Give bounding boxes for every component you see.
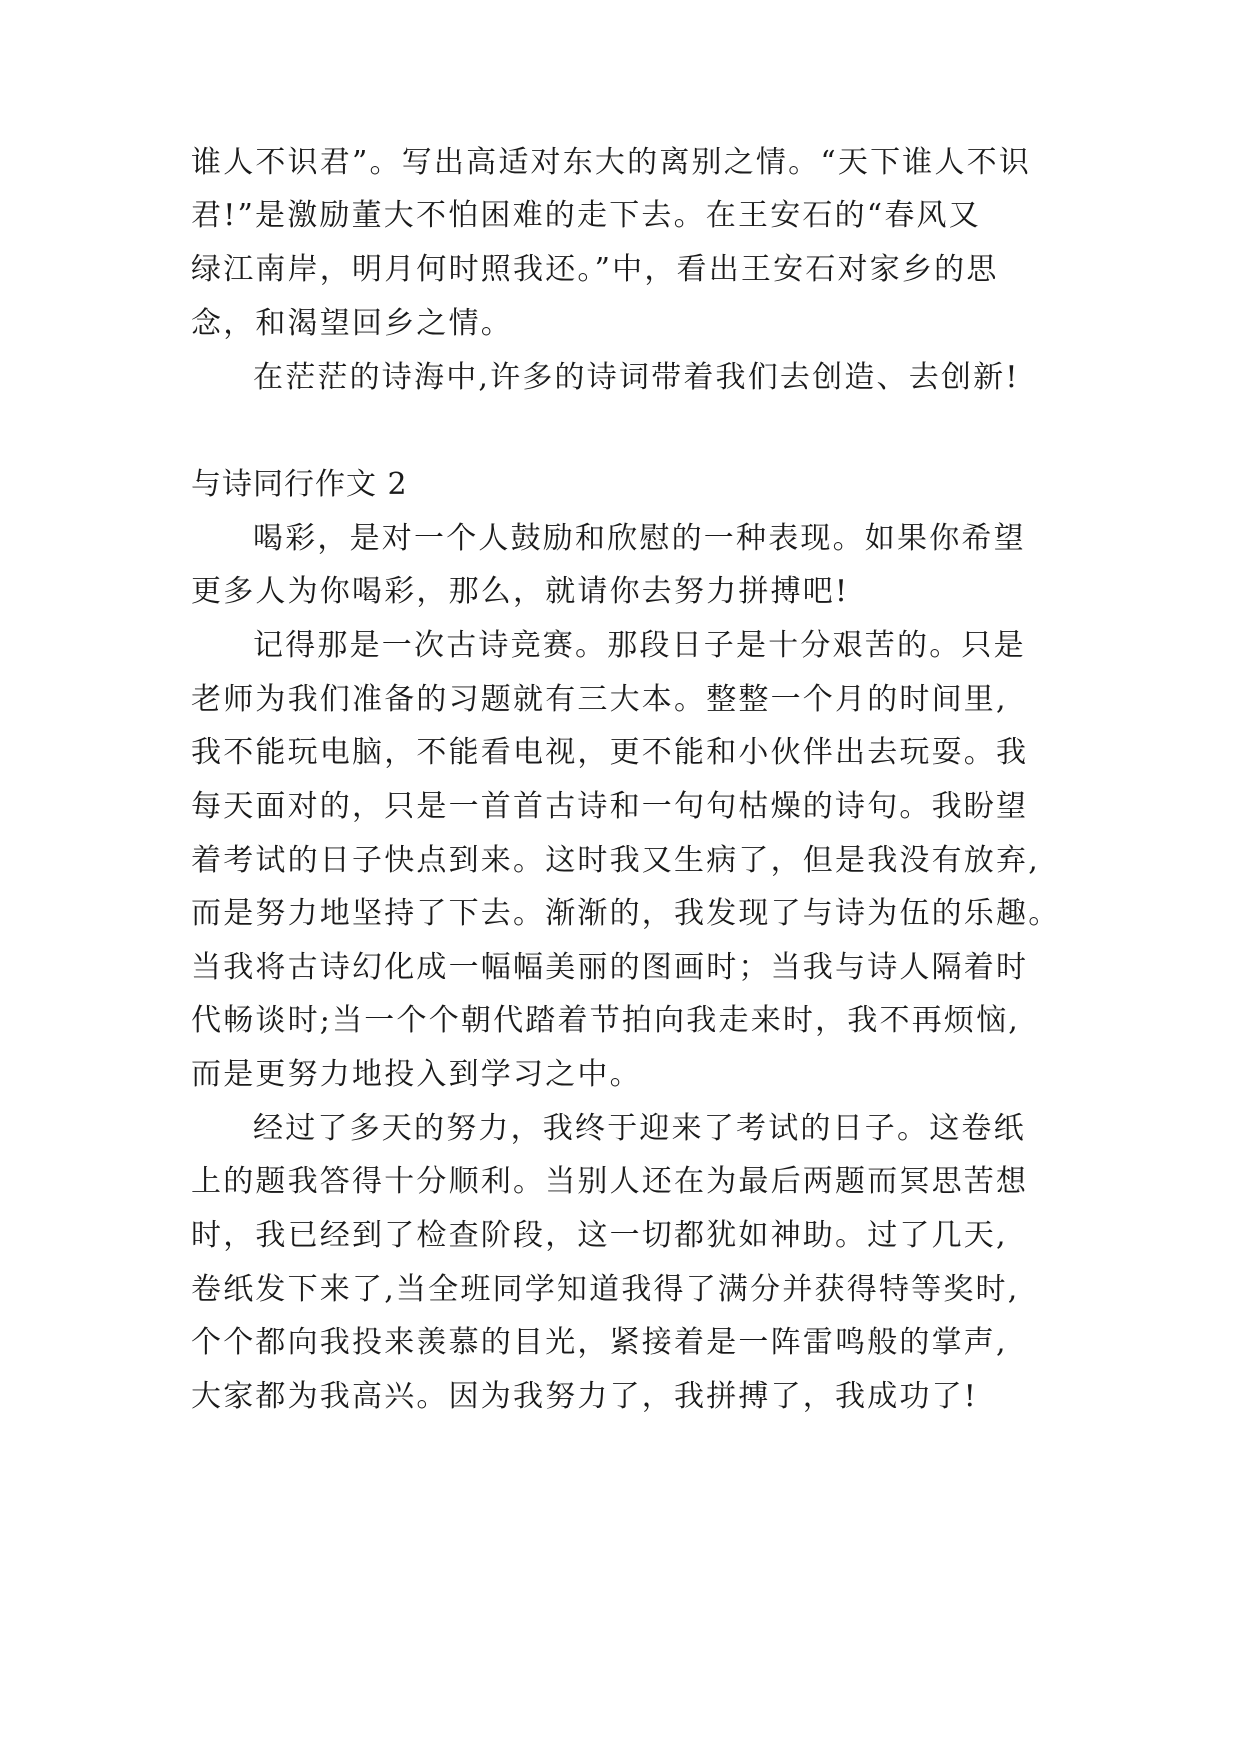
text-line: 更多人为你喝彩，那么，就请你去努力拼搏吧! <box>191 574 850 609</box>
text-line: 记得那是一次古诗竞赛。那段日子是十分艰苦的。只是 <box>253 628 1026 663</box>
text-line: 经过了多天的努力，我终于迎来了考试的日子。这卷纸 <box>253 1111 1026 1146</box>
text-line: 君!”是激励董大不怕困难的走下去。在王安石的“春风又 <box>191 198 981 233</box>
text-line: 个个都向我投来羡慕的目光，紧接着是一阵雷鸣般的掌声, <box>191 1325 1008 1360</box>
closing-line: 在茫茫的诗海中,许多的诗词带着我们去创造、去创新! <box>253 360 1020 395</box>
text-line: 绿江南岸，明月何时照我还。”中，看出王安石对家乡的思 <box>191 252 999 287</box>
text-line: 代畅谈时;当一个个朝代踏着节拍向我走来时，我不再烦恼, <box>191 1003 1021 1038</box>
text-line: 念，和渴望回乡之情。 <box>191 306 513 341</box>
text-line: 当我将古诗幻化成一幅幅美丽的图画时；当我与诗人隔着时 <box>191 950 1029 985</box>
text-line: 卷纸发下来了,当全班同学知道我得了满分并获得特等奖时, <box>191 1272 1020 1307</box>
text-line: 我不能玩电脑，不能看电视，更不能和小伙伴出去玩耍。我 <box>191 735 1029 770</box>
text-line: 时，我已经到了检查阶段，这一切都犹如神助。过了几天, <box>191 1218 1008 1253</box>
text-line: 而是更努力地投入到学习之中。 <box>191 1057 642 1092</box>
text-line: 每天面对的，只是一首首古诗和一句句枯燥的诗句。我盼望 <box>191 789 1029 824</box>
text-line: 大家都为我高兴。因为我努力了，我拼搏了，我成功了! <box>191 1379 979 1414</box>
section-title: 与诗同行作文 2 <box>191 467 408 502</box>
text-line: 老师为我们准备的习题就有三大本。整整一个月的时间里, <box>191 682 1008 717</box>
text-line: 上的题我答得十分顺利。当别人还在为最后两题而冥思苦想 <box>191 1164 1029 1199</box>
text-line: 喝彩，是对一个人鼓励和欣慰的一种表现。如果你希望 <box>253 521 1026 556</box>
text-line: 着考试的日子快点到来。这时我又生病了，但是我没有放弃, <box>191 843 1040 878</box>
text-line: 谁人不识君”。写出高适对东大的离别之情。“天下谁人不识 <box>191 145 1032 180</box>
text-line: 而是努力地坚持了下去。渐渐的，我发现了与诗为伍的乐趣。 <box>191 896 1061 931</box>
